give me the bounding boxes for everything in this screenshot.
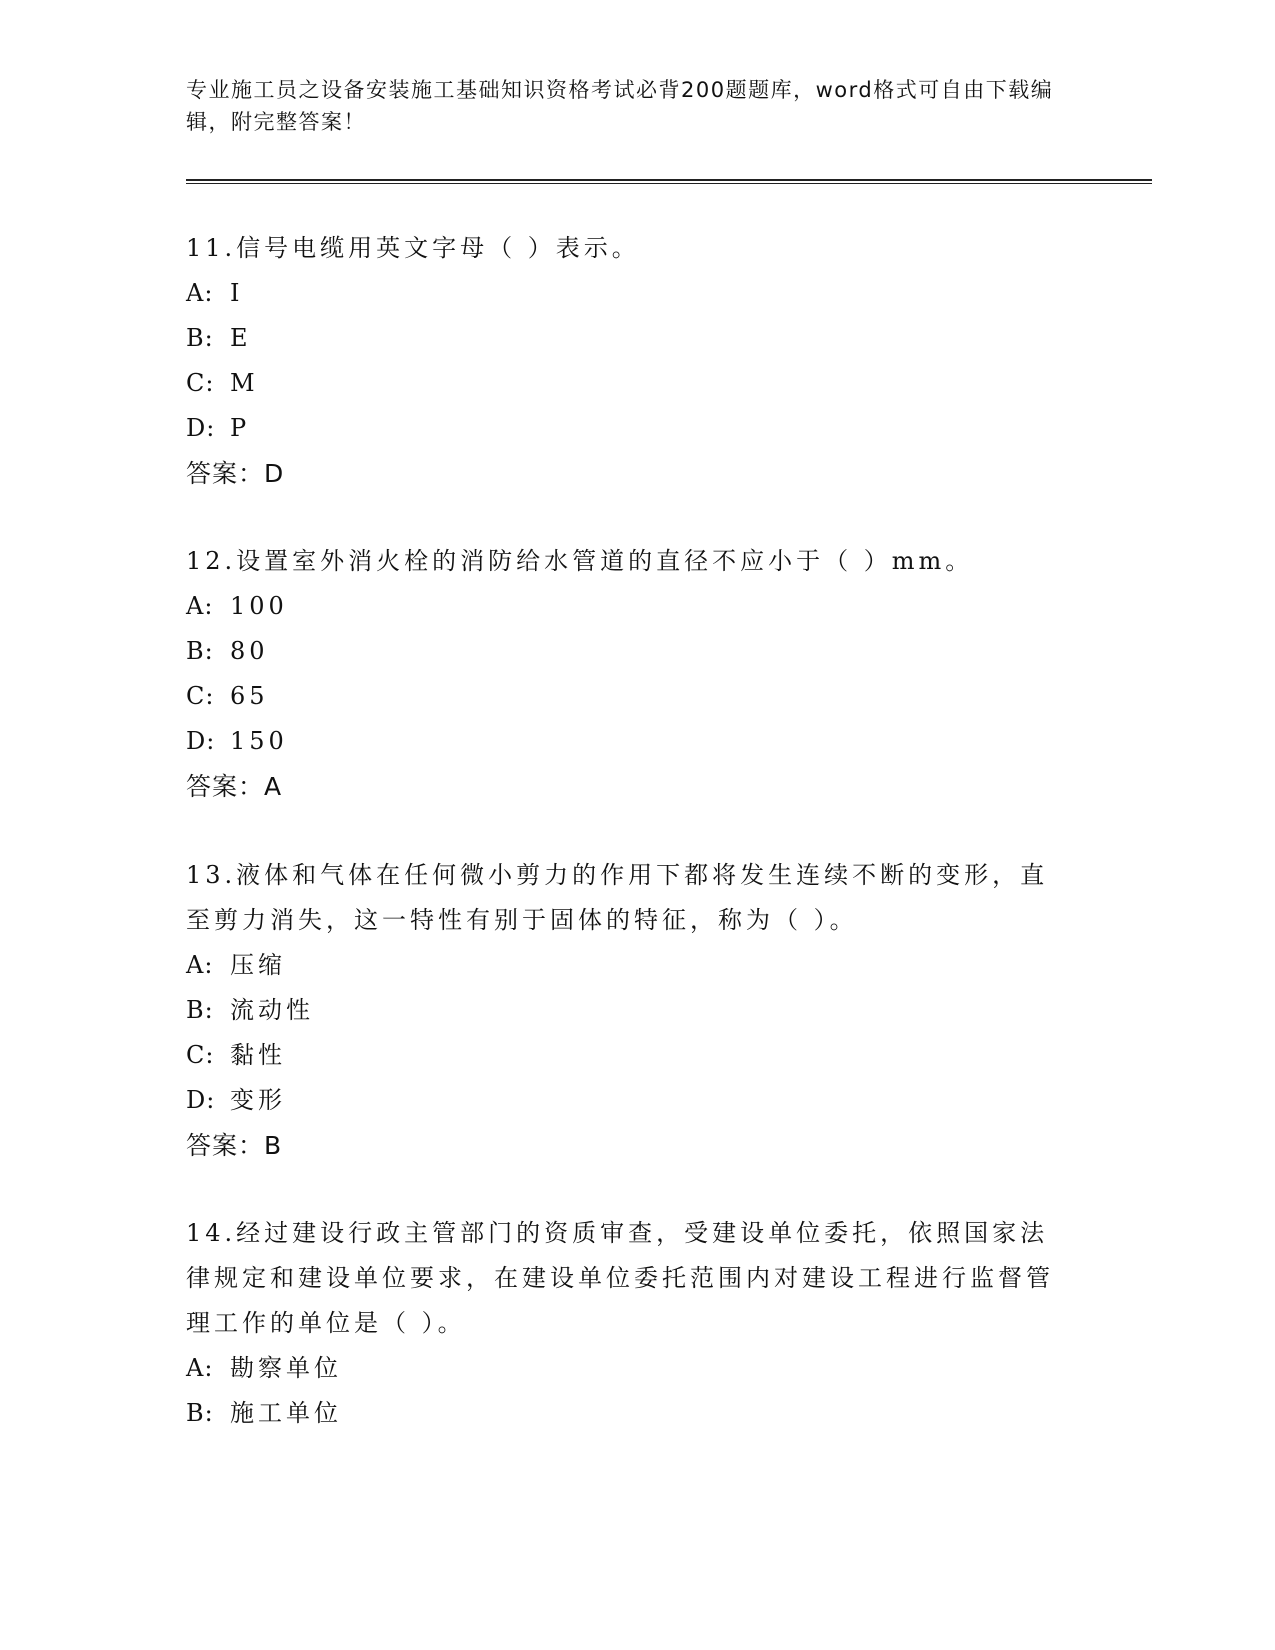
option-value: 勘察单位: [230, 1354, 342, 1382]
option-value: 变形: [230, 1086, 286, 1114]
option-key: C:: [186, 1041, 215, 1069]
option-value: I: [230, 279, 244, 307]
option-value: P: [230, 414, 251, 442]
question-12: [186, 539, 1066, 809]
option-value: 黏性: [230, 1041, 286, 1069]
option-b: [186, 316, 1066, 361]
option-key: B:: [186, 1399, 214, 1427]
option-value: 压缩: [230, 951, 286, 979]
option-c: [186, 674, 1066, 719]
option-a: [186, 1346, 1066, 1391]
option-key: D:: [186, 727, 216, 755]
option-value: 流动性: [230, 996, 314, 1024]
option-key: D:: [186, 1086, 216, 1114]
question-14: [186, 1211, 1066, 1436]
answer-line: 答案：A: [186, 772, 283, 801]
question-stem: 13.液体和气体在任何微小剪力的作用下都将发生连续不断的变形，直至剪力消失，这一特性有别于固体的特征，称为（ ）。: [186, 861, 1049, 934]
option-key: C:: [186, 682, 215, 710]
option-value: M: [230, 369, 259, 397]
option-a: [186, 271, 1066, 316]
header-divider-bottom: [186, 183, 1152, 184]
option-key: B:: [186, 324, 214, 352]
option-value: 65: [230, 682, 269, 710]
option-value: 80: [230, 637, 269, 665]
option-value: E: [230, 324, 252, 352]
option-c: [186, 361, 1066, 406]
option-key: D:: [186, 414, 216, 442]
question-13: [186, 853, 1066, 1168]
answer-line: 答案：D: [186, 459, 285, 488]
question-stem: 14.经过建设行政主管部门的资质审查，受建设单位委托，依照国家法律规定和建设单位要求，在建设单位委托范围内对建设工程进行监督管理工作的单位是（ ）。: [186, 1219, 1054, 1337]
option-d: [186, 406, 1066, 451]
option-value: 150: [230, 727, 288, 755]
option-key: B:: [186, 996, 214, 1024]
question-stem: 12.设置室外消火栓的消防给水管道的直径不应小于（ ）mm。: [186, 547, 974, 575]
header-divider-top: [186, 179, 1152, 181]
option-a: [186, 584, 1066, 629]
option-c: [186, 1033, 1066, 1078]
option-key: A:: [186, 592, 214, 620]
document-header: 专业施工员之设备安装施工基础知识资格考试必背200题题库，word格式可自由下载编辑，附完整答案！: [186, 78, 1054, 134]
option-key: B:: [186, 637, 214, 665]
option-key: A:: [186, 279, 214, 307]
option-value: 施工单位: [230, 1399, 342, 1427]
option-key: A:: [186, 1354, 214, 1382]
option-b: [186, 629, 1066, 674]
option-a: [186, 943, 1066, 988]
option-key: C:: [186, 369, 215, 397]
answer-line: 答案：B: [186, 1131, 283, 1160]
option-b: [186, 988, 1066, 1033]
option-b: [186, 1391, 1066, 1436]
question-11: [186, 226, 1066, 496]
option-d: [186, 719, 1066, 764]
question-stem: 11.信号电缆用英文字母（ ）表示。: [186, 234, 640, 262]
option-value: 100: [230, 592, 288, 620]
option-key: A:: [186, 951, 214, 979]
option-d: [186, 1078, 1066, 1123]
